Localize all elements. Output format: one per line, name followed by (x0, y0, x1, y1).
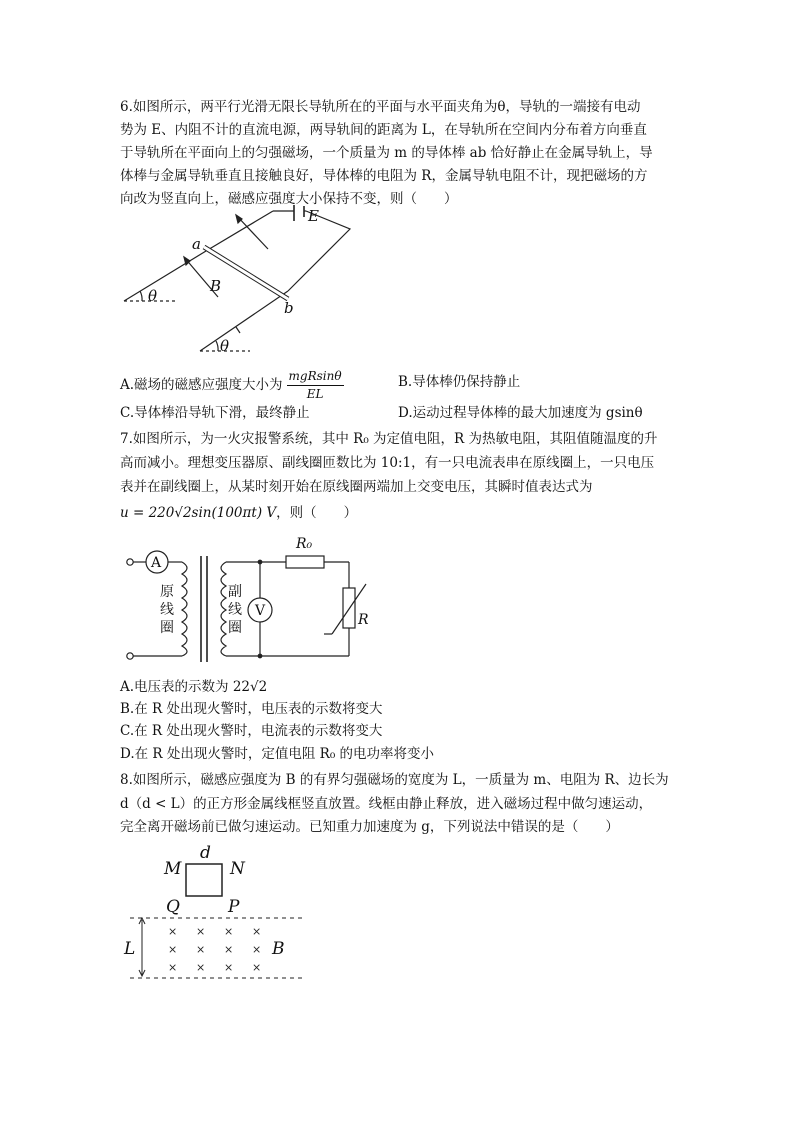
q7-secondary-char-1: 副 (228, 584, 242, 600)
q6-line-2: 势为 E、内阻不计的直流电源，两导轨间的距离为 L，在导轨所在空间内分布着方向垂直 (120, 122, 647, 138)
q8-field-crosses (168, 925, 261, 974)
svg-text:×: × (252, 961, 262, 974)
q6-line-1: 6.如图所示，两平行光滑无限长导轨所在的平面与水平面夹角为θ，导轨的一端接有电动 (120, 99, 641, 115)
q6-option-a-prefix: A.磁场的磁感应强度大小为 (120, 377, 283, 393)
q7-ammeter-label: A (151, 555, 162, 571)
q8-label-L: L (124, 939, 136, 959)
q6-label-a: a (192, 235, 201, 253)
svg-text:×: × (168, 961, 178, 974)
q7-secondary-char-3: 圈 (228, 620, 242, 636)
svg-text:×: × (252, 943, 262, 956)
q8-label-N: N (230, 859, 245, 879)
q8-line-2: d（d < L）的正方形金属线框竖直放置。线框由静止释放，进入磁场过程中做匀速运动， (120, 796, 653, 812)
svg-text:×: × (196, 925, 206, 938)
q6-option-a-numerator: mgRsinθ (287, 368, 344, 386)
q6-label-b: b (284, 299, 294, 317)
q6-option-d: D.运动过程导体棒的最大加速度为 gsinθ (398, 405, 643, 421)
q6-line-5: 向改为竖直向上，磁感应强度大小保持不变，则（ ） (120, 191, 458, 207)
q7-circuit-diagram-svg (120, 530, 370, 664)
q7-line-2: 高而减小。理想变压器原、副线圈匝数比为 10:1，有一只电流表串在原线圈上，一只电压 (120, 455, 655, 471)
q6-label-E: E (308, 207, 319, 225)
q6-rail-diagram-svg (118, 205, 378, 357)
q7-formula-line (120, 502, 357, 525)
svg-text:×: × (196, 943, 206, 956)
q7-line-3: 表并在副线圈上，从某时刻开始在原线圈两端加上交变电压，其瞬时值表达式为 (120, 479, 593, 495)
q6-rail-diagram (118, 205, 378, 361)
q7-primary-char-3: 圈 (160, 620, 174, 636)
q6-option-a (120, 368, 344, 403)
q8-label-B: B (272, 939, 285, 959)
q7-option-d: D.在 R 处出现火警时，定值电阻 R₀ 的电功率将变小 (120, 746, 435, 762)
q6-option-b: B.导体棒仍保持静止 (398, 374, 521, 390)
q7-circuit-diagram (120, 530, 370, 668)
svg-text:×: × (168, 943, 178, 956)
q6-label-theta-upper: θ (148, 287, 158, 305)
q6-line-3: 于导轨所在平面向上的匀强磁场，一个质量为 m 的导体棒 ab 恰好静止在金属导轨上，导 (120, 145, 653, 161)
q6-label-theta-lower: θ (220, 337, 230, 355)
q7-label-R: R (358, 612, 369, 628)
q8-line-3: 完全离开磁场前已做匀速运动。已知重力加速度为 g，下列说法中错误的是（ ） (120, 819, 619, 835)
q7-voltmeter-label: V (255, 603, 266, 619)
q8-line-1: 8.如图所示，磁感应强度为 B 的有界匀强磁场的宽度为 L，一质量为 m、电阻为 R、边长为 (120, 772, 669, 788)
q7-label-R0: R₀ (296, 536, 313, 552)
svg-text:×: × (196, 961, 206, 974)
q8-label-M: M (164, 859, 182, 879)
q7-line-1: 7.如图所示，为一火灾报警系统，其中 R₀ 为定值电阻，R 为热敏电阻，其阻值随温度的升 (120, 431, 658, 447)
q6-line-4: 体棒与金属导轨垂直且接触良好，导体棒的电阻为 R，金属导轨电阻不计，现把磁场的方 (120, 168, 648, 184)
q8-field-diagram (120, 840, 310, 990)
q7-formula-tail: ，则（ ） (276, 505, 358, 521)
q7-primary-char-1: 原 (160, 584, 174, 600)
svg-text:×: × (168, 925, 178, 938)
q8-field-diagram-svg (120, 840, 310, 986)
q7-option-c: C.在 R 处出现火警时，电流表的示数将变大 (120, 723, 383, 739)
q7-option-a: A.电压表的示数为 22√2 (120, 679, 268, 695)
svg-text:×: × (224, 943, 234, 956)
q7-primary-char-2: 线 (160, 602, 174, 618)
q8-label-P: P (228, 897, 240, 917)
q7-option-b: B.在 R 处出现火警时，电压表的示数将变大 (120, 701, 383, 717)
q6-option-a-denominator: EL (306, 387, 324, 401)
q7-secondary-char-2: 线 (228, 602, 242, 618)
svg-text:×: × (252, 925, 262, 938)
q8-label-d: d (200, 843, 211, 863)
q8-label-Q: Q (166, 897, 180, 917)
svg-text:×: × (224, 961, 234, 974)
q6-option-c: C.导体棒沿导轨下滑，最终静止 (120, 405, 310, 421)
svg-text:×: × (224, 925, 234, 938)
q7-formula: u = 220√2sin(100πt) V (120, 505, 277, 521)
q6-option-a-fraction (287, 368, 344, 403)
q6-label-B: B (210, 277, 222, 295)
